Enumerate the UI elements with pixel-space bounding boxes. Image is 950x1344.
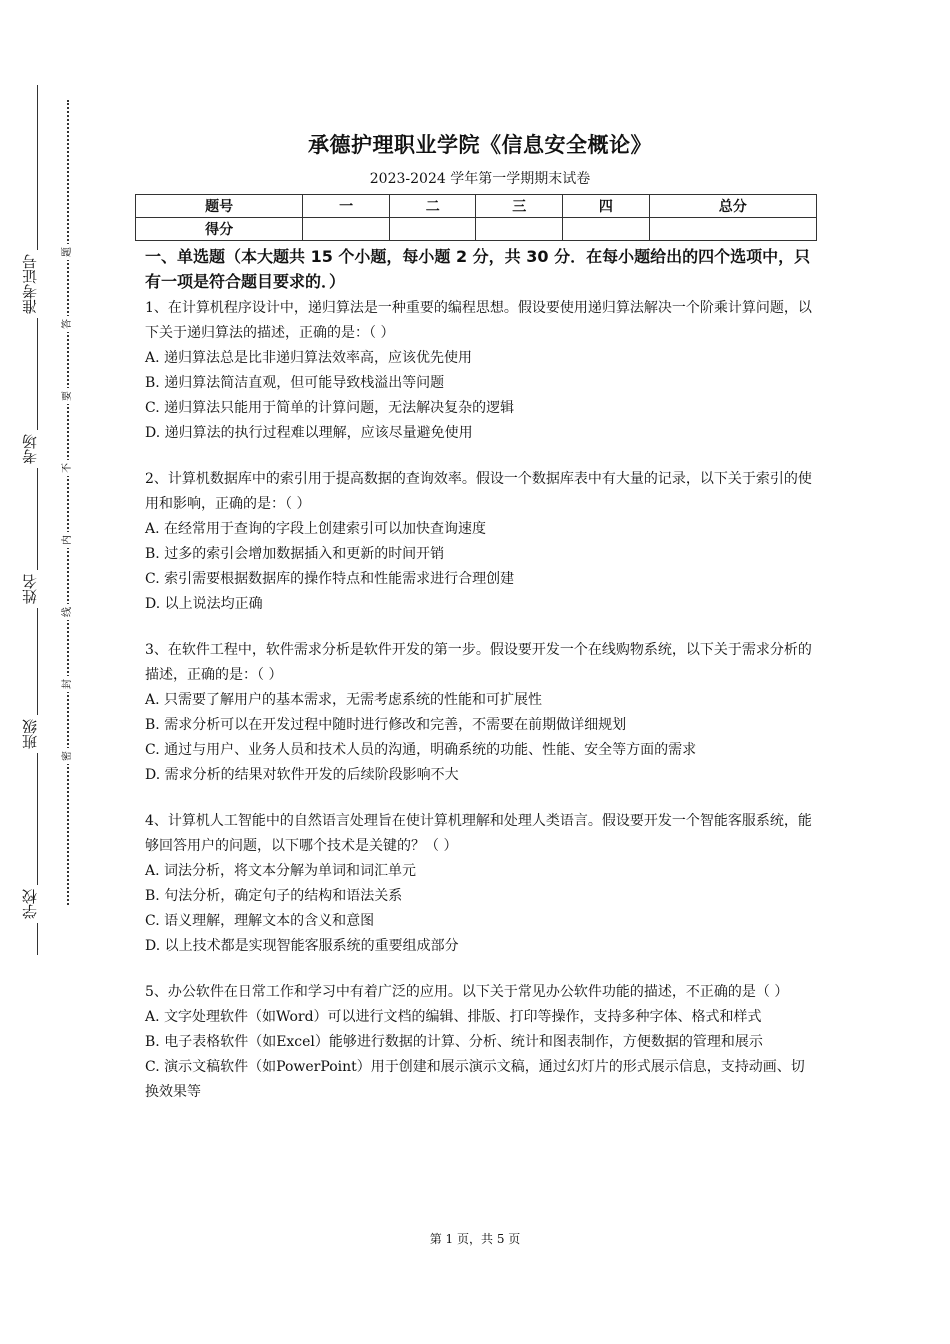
- score-cell[interactable]: [649, 218, 816, 241]
- option-c: C. 索引需要根据数据库的操作特点和性能需求进行合理创建: [145, 571, 515, 587]
- school-label: 学校: [22, 885, 52, 923]
- score-table-score-row: [136, 218, 817, 241]
- option-c: C. 演示文稿软件（如PowerPoint）用于创建和展示演示文稿，通过幻灯片的形式展示信息，支持动画、切换效果等: [145, 1059, 805, 1100]
- question: [145, 467, 815, 617]
- score-cell[interactable]: [563, 218, 650, 241]
- option-d: D. 需求分析的结果对软件开发的后续阶段影响不大: [145, 767, 459, 783]
- question-stem: 3、在软件工程中，软件需求分析是软件开发的第一步。假设要开发一个在线购物系统，以下关于需求分析的描述，正确的是：（ ）: [145, 642, 812, 683]
- option-c: C. 通过与用户、业务人员和技术人员的沟通，明确系统的功能、性能、安全等方面的需求: [145, 742, 697, 758]
- question: [145, 296, 815, 446]
- option-b: B. 过多的索引会增加数据插入和更新的时间开销: [145, 546, 445, 562]
- score-cell[interactable]: [389, 218, 476, 241]
- seal-char: 线: [60, 604, 76, 620]
- seal-char: 内: [60, 532, 76, 548]
- option-a: A. 递归算法总是比非递归算法效率高，应该优先使用: [145, 350, 473, 366]
- exam-subtitle: 2023-2024 学年第一学期期末试卷: [369, 171, 591, 187]
- score-table: [135, 194, 817, 241]
- score-cell[interactable]: [303, 218, 390, 241]
- option-d: D. 递归算法的执行过程难以理解，应该尽量避免使用: [145, 425, 473, 441]
- score-cell[interactable]: [476, 218, 563, 241]
- score-header-cell: 一: [303, 195, 390, 218]
- option-c: C. 递归算法只能用于简单的计算问题，无法解决复杂的逻辑: [145, 400, 515, 416]
- question-stem: 4、计算机人工智能中的自然语言处理旨在使计算机理解和处理人类语言。假设要开发一个智能客服系统，能够回答用户的问题，以下哪个技术是关键的？（ ）: [145, 813, 812, 854]
- binding-margin: [0, 0, 110, 1344]
- score-header-cell: 题号: [136, 195, 303, 218]
- option-a: A. 文字处理软件（如Word）可以进行文档的编辑、排版、打印等操作，支持多种字体、格式和样式: [145, 1009, 762, 1025]
- exam-title: 承德护理职业学院《信息安全概论》: [308, 133, 652, 157]
- option-b: B. 电子表格软件（如Excel）能够进行数据的计算、分析、统计和图表制作，方便数据的管理和展示: [145, 1034, 763, 1050]
- section-heading: 一、单选题（本大题共 15 个小题，每小题 2 分，共 30 分．在每小题给出的四个选项中，只有一项是符合题目要求的．）: [145, 247, 811, 291]
- page-footer: 第 1 页，共 5 页: [429, 1232, 521, 1246]
- seal-char: 不: [60, 460, 76, 476]
- score-header-cell: 二: [389, 195, 476, 218]
- question: [145, 980, 815, 1105]
- seal-char: 密: [60, 748, 76, 764]
- question-stem: 5、办公软件在日常工作和学习中有着广泛的应用。以下关于常见办公软件功能的描述，不正确的是（ ）: [145, 984, 789, 1000]
- exam-content: [145, 128, 815, 1126]
- question-stem: 1、在计算机程序设计中，递归算法是一种重要的编程思想。假设要使用递归算法解决一个阶乘计算问题，以下关于递归算法的描述，正确的是：（ ）: [145, 300, 812, 341]
- option-a: A. 词法分析，将文本分解为单词和词汇单元: [145, 863, 417, 879]
- option-d: D. 以上技术都是实现智能客服系统的重要组成部分: [145, 938, 459, 954]
- question: [145, 638, 815, 788]
- exam-id-label: 准考证号: [22, 250, 52, 318]
- binding-solid-line: [37, 85, 38, 955]
- option-b: B. 句法分析，确定句子的结构和语法关系: [145, 888, 403, 904]
- score-header-cell: 总分: [649, 195, 816, 218]
- option-b: B. 需求分析可以在开发过程中随时进行修改和完善，不需要在前期做详细规划: [145, 717, 627, 733]
- option-a: A. 在经常用于查询的字段上创建索引可以加快查询速度: [145, 521, 487, 537]
- option-d: D. 以上说法均正确: [145, 596, 263, 612]
- seal-char: 要: [60, 388, 76, 404]
- score-table-header-row: [136, 195, 817, 218]
- question: [145, 809, 815, 959]
- score-row-label: 得分: [136, 218, 303, 241]
- option-c: C. 语义理解，理解文本的含义和意图: [145, 913, 375, 929]
- name-label: 姓名: [22, 570, 52, 608]
- option-b: B. 递归算法简洁直观，但可能导致栈溢出等问题: [145, 375, 445, 391]
- score-header-cell: 四: [563, 195, 650, 218]
- option-a: A. 只需要了解用户的基本需求，无需考虑系统的性能和可扩展性: [145, 692, 543, 708]
- seal-char: 封: [60, 676, 76, 692]
- question-stem: 2、计算机数据库中的索引用于提高数据的查询效率。假设一个数据库表中有大量的记录，以下关于索引的使用和影响，正确的是：（ ）: [145, 471, 812, 512]
- score-header-cell: 三: [476, 195, 563, 218]
- seal-char: 题: [60, 244, 76, 260]
- seal-dotted-line: [67, 100, 69, 905]
- class-label: 班级: [22, 715, 52, 753]
- seal-char: 答: [60, 316, 76, 332]
- exam-room-label: 考场: [22, 430, 52, 468]
